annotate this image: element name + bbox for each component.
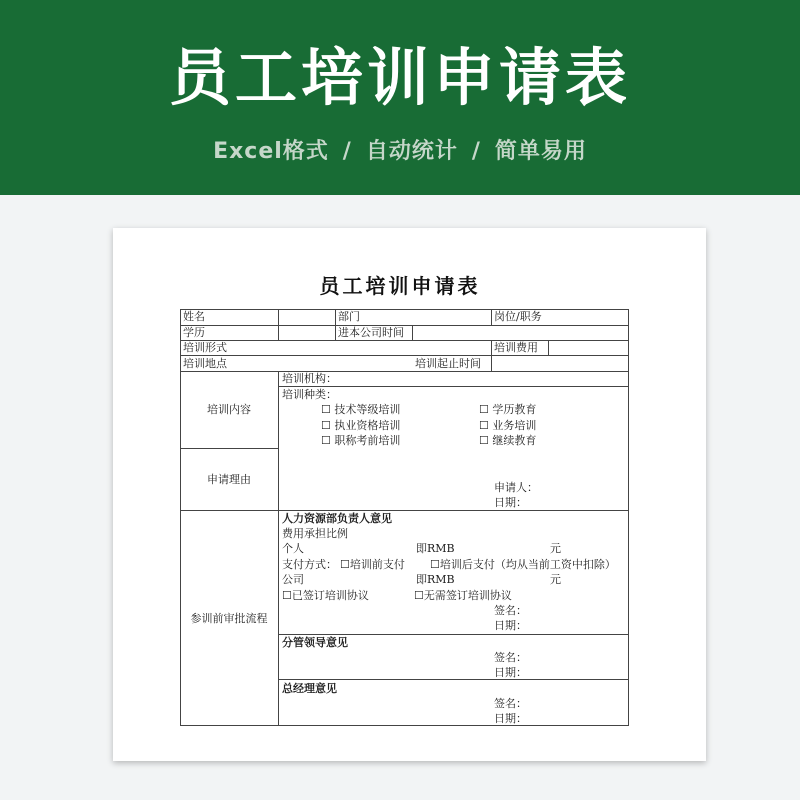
department-label: 部门: [338, 310, 360, 323]
no-agreement-option[interactable]: [414, 588, 512, 603]
document-title: 员工培训申请表: [319, 274, 481, 298]
option-label: 学历教育: [492, 403, 537, 416]
checkbox-icon[interactable]: ☐: [321, 434, 331, 447]
option-label: 职称考前培训: [334, 434, 401, 447]
pay-after-label: 培训后支付（均从当前工资中扣除）: [439, 558, 616, 571]
subtitle-separator: /: [471, 139, 481, 164]
general-manager-sign-label: 签名：: [494, 697, 527, 710]
training-types-label: 培训种类：: [282, 388, 337, 401]
checkbox-icon[interactable]: ☐: [479, 419, 489, 432]
option-business-training[interactable]: [479, 418, 536, 433]
subtitle-separator: /: [342, 139, 352, 164]
general-manager-date-label: 日期：: [494, 712, 527, 725]
personal-yuan-label: 元: [550, 542, 561, 555]
training-location-label: 培训地点: [183, 357, 227, 370]
banner-subtitle: [0, 136, 800, 168]
checkbox-icon[interactable]: ☐: [414, 589, 424, 602]
general-manager-title: 总经理意见: [282, 682, 337, 695]
banner-title: 员工培训申请表: [168, 41, 631, 114]
checkbox-icon[interactable]: ☐: [479, 434, 489, 447]
hr-opinion-title: 人力资源部负责人意见: [282, 512, 392, 525]
checkbox-icon[interactable]: ☐: [479, 403, 489, 416]
pay-after-option[interactable]: [430, 557, 616, 572]
option-label: 业务培训: [492, 419, 537, 432]
signed-agreement-option[interactable]: [282, 588, 369, 603]
company-label: 公司: [282, 573, 304, 586]
checkbox-icon[interactable]: ☐: [321, 403, 331, 416]
division-leader-date-label: 日期：: [494, 666, 527, 679]
no-agreement-label: 无需签订培训协议: [423, 589, 512, 602]
applicant-label: 申请人：: [494, 481, 538, 494]
education-label: 学历: [183, 326, 205, 339]
subtitle-easy-use: 简单易用: [494, 139, 587, 164]
reason-label: 申请理由: [207, 473, 251, 486]
join-date-label: 进本公司时间: [338, 326, 404, 339]
personal-label: 个人: [282, 542, 304, 555]
division-leader-sign-label: 签名：: [494, 651, 527, 664]
option-title-exam[interactable]: [321, 433, 400, 448]
division-leader-title: 分管领导意见: [282, 636, 348, 649]
training-content-label: 培训内容: [207, 403, 251, 416]
training-cost-label: 培训费用: [494, 341, 538, 354]
option-label: 执业资格培训: [334, 419, 401, 432]
applicant-date-label: 日期：: [494, 496, 527, 509]
option-academic-education[interactable]: [479, 402, 536, 417]
banner: [0, 0, 800, 195]
hr-date-label: 日期：: [494, 619, 527, 632]
pay-before-label: 培训前支付: [349, 558, 405, 571]
company-yuan-label: 元: [550, 573, 561, 586]
signed-agreement-label: 已签订培训协议: [291, 589, 369, 602]
training-form-label: 培训形式: [183, 341, 227, 354]
company-rmb-label: 即RMB: [416, 573, 455, 586]
training-institution-label: 培训机构：: [282, 372, 337, 385]
option-technical-grade[interactable]: [321, 402, 400, 417]
option-practice-qualification[interactable]: [321, 418, 400, 433]
pay-before-option[interactable]: [340, 557, 405, 572]
hr-sign-label: 签名：: [494, 604, 527, 617]
checkbox-icon[interactable]: ☐: [430, 558, 440, 571]
checkbox-icon[interactable]: ☐: [340, 558, 350, 571]
subtitle-auto-stats: 自动统计: [365, 139, 458, 164]
checkbox-icon[interactable]: ☐: [321, 419, 331, 432]
personal-rmb-label: 即RMB: [416, 542, 455, 555]
option-label: 技术等级培训: [334, 403, 401, 416]
option-continuing-education[interactable]: [479, 433, 536, 448]
training-period-label: 培训起止时间: [415, 357, 481, 370]
position-label: 岗位/职务: [494, 310, 542, 323]
payment-method-label: 支付方式：: [282, 558, 337, 571]
checkbox-icon[interactable]: ☐: [282, 589, 292, 602]
training-form-table: [180, 309, 629, 726]
name-label: 姓名: [183, 310, 205, 323]
cost-ratio-label: 费用承担比例: [282, 527, 348, 540]
option-label: 继续教育: [492, 434, 537, 447]
approval-process-label: 参训前审批流程: [190, 612, 268, 625]
subtitle-format: Excel格式: [213, 139, 329, 164]
